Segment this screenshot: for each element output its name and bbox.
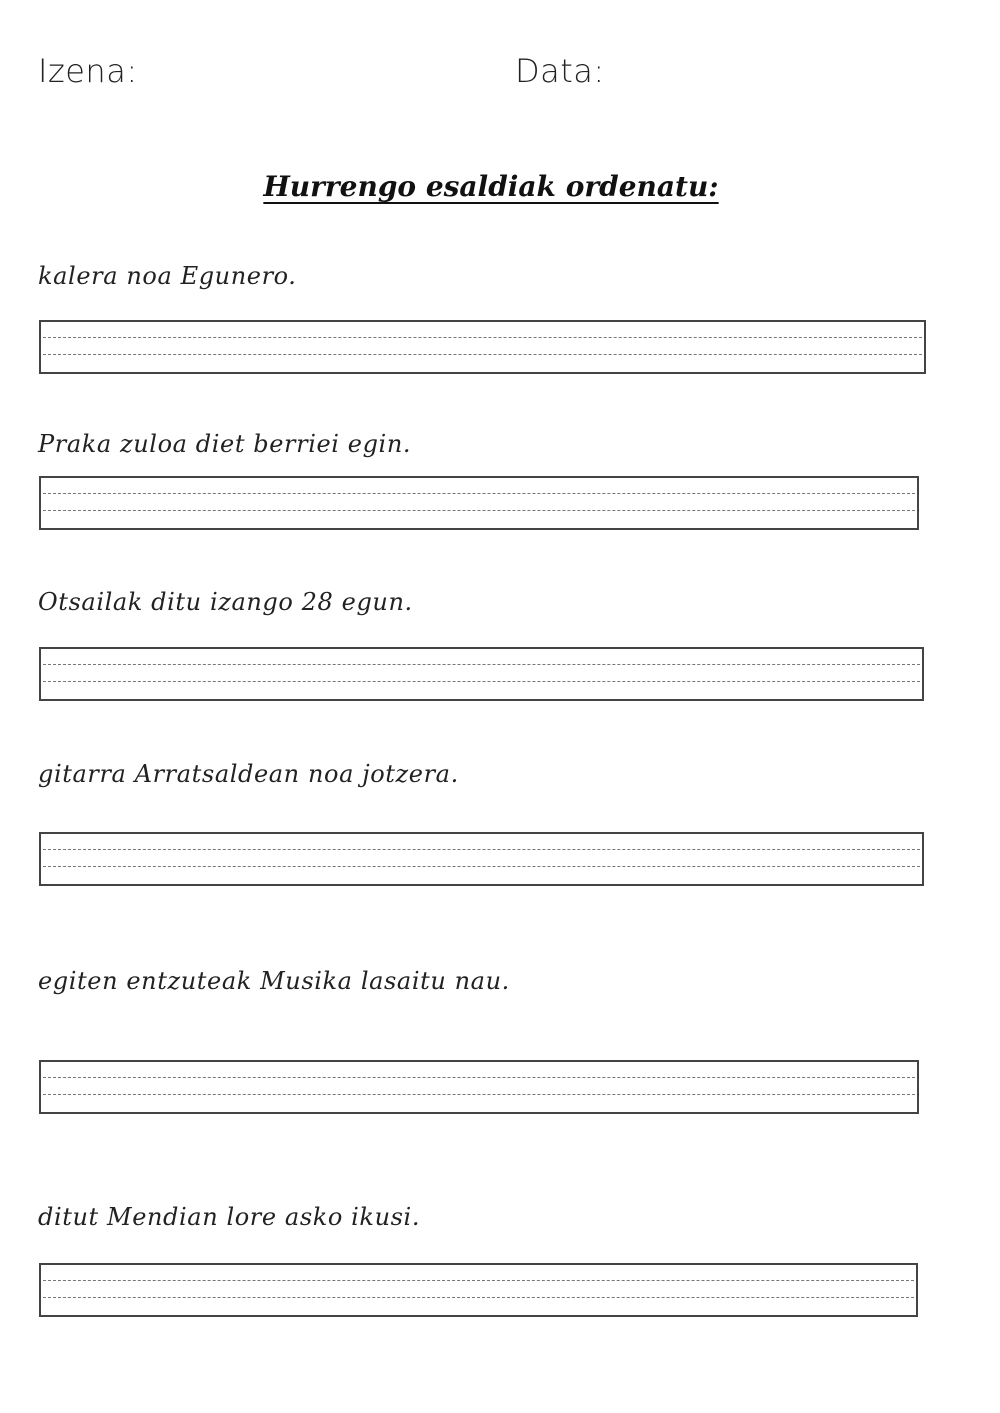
guide-line	[43, 849, 920, 850]
name-label: Izena:	[38, 52, 138, 90]
guide-line	[43, 337, 922, 338]
exercise-2-sentence: Praka zuloa diet berriei egin.	[38, 430, 412, 458]
date-label: Data:	[515, 52, 605, 90]
exercise-4-answer-box[interactable]	[39, 832, 924, 886]
exercise-1-answer-box[interactable]	[39, 320, 926, 374]
guide-line	[43, 354, 922, 355]
worksheet-title: Hurrengo esaldiak ordenatu:	[263, 170, 719, 203]
guide-line	[43, 493, 915, 494]
exercise-6-sentence: ditut Mendian lore asko ikusi.	[38, 1203, 421, 1231]
guide-line	[43, 681, 920, 682]
guide-line	[43, 866, 920, 867]
guide-line	[43, 1280, 914, 1281]
guide-line	[43, 664, 920, 665]
guide-line	[43, 1297, 914, 1298]
guide-line	[43, 510, 915, 511]
exercise-4-sentence: gitarra Arratsaldean noa jotzera.	[38, 760, 459, 788]
exercise-5-answer-box[interactable]	[39, 1060, 919, 1114]
exercise-5-sentence: egiten entzuteak Musika lasaitu nau.	[38, 967, 510, 995]
guide-line	[43, 1077, 915, 1078]
exercise-2-answer-box[interactable]	[39, 476, 919, 530]
exercise-3-sentence: Otsailak ditu izango 28 egun.	[38, 588, 413, 616]
guide-line	[43, 1094, 915, 1095]
exercise-3-answer-box[interactable]	[39, 647, 924, 701]
exercise-1-sentence: kalera noa Egunero.	[38, 262, 297, 290]
exercise-6-answer-box[interactable]	[39, 1263, 918, 1317]
